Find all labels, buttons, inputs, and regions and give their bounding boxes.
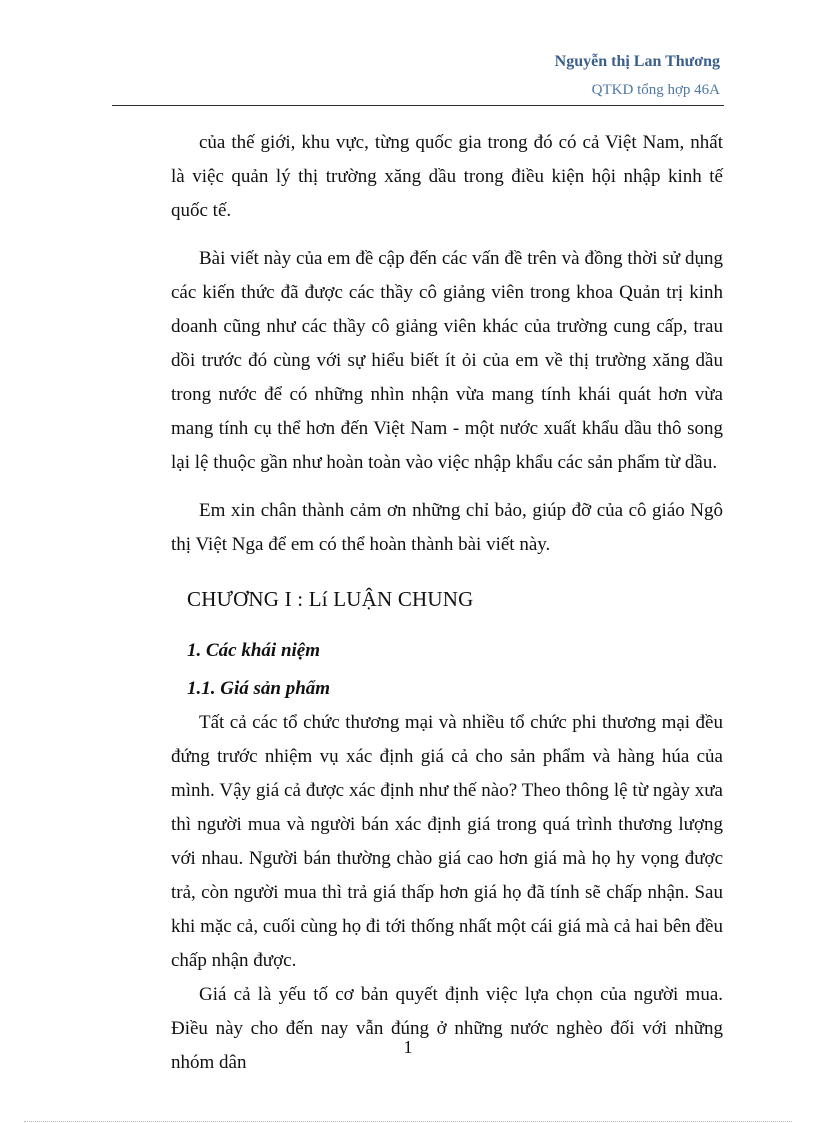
document-body bbox=[171, 126, 723, 1080]
page-bottom-border bbox=[24, 1121, 792, 1122]
section-heading-1-1: 1.1. Giá sản phẩm bbox=[187, 678, 331, 699]
body-paragraph-1: của thế giới, khu vực, từng quốc gia trong đó có cả Việt Nam, nhất là việc quản lý thị trường xăng dầu trong điều kiện hội nhập kinh tế quốc tế. bbox=[171, 132, 723, 221]
page-header bbox=[555, 48, 720, 104]
page-number: 1 bbox=[403, 1037, 413, 1057]
header-divider bbox=[112, 105, 724, 106]
course-name: QTKD tổng hợp 46A bbox=[591, 82, 720, 98]
body-paragraph-5: Giá cả là yếu tố cơ bản quyết định việc lựa chọn của người mua. Điều này cho đến nay vẫn đúng ở những nước nghèo đối với những nhóm dân bbox=[171, 984, 723, 1073]
chapter-title: CHƯƠNG I : Lí LUẬN CHUNG bbox=[187, 587, 474, 611]
body-paragraph-2: Bài viết này của em đề cập đến các vấn đề trên và đồng thời sử dụng các kiến thức đã được các thầy cô giảng viên trong khoa Quản trị kinh doanh cũng như các thầy cô giảng viên khác của trường cung cấp, trau dồi trước đó cùng với sự hiểu biết ít ỏi của em về thị trường xăng dầu trong nước để có những nhìn nhận vừa mang tính khái quát hơn vừa mang tính cụ thể hơn đến Việt Nam - một nước xuất khẩu dầu thô song lại lệ thuộc gần như hoàn toàn vào việc nhập khẩu các sản phẩm từ dầu. bbox=[171, 248, 723, 473]
section-heading-1: 1. Các khái niệm bbox=[187, 640, 321, 661]
body-paragraph-3: Em xin chân thành cảm ơn những chỉ bảo, giúp đỡ của cô giáo Ngô thị Việt Nga để em có thể hoàn thành bài viết này. bbox=[171, 500, 723, 555]
body-paragraph-4: Tất cả các tổ chức thương mại và nhiều tổ chức phi thương mại đều đứng trước nhiệm vụ xác định giá cả cho sản phẩm và hàng húa của mình. Vậy giá cả được xác định như thế nào? Theo thông lệ từ ngày xưa thì người mua và người bán xác định giá trong quá trình thương lượng với nhau. Người bán thường chào giá cao hơn giá mà họ hy vọng được trả, còn người mua thì trả giá thấp hơn giá họ đã tính sẽ chấp nhận. Sau khi mặc cả, cuối cùng họ đi tới thống nhất một cái giá mà cả hai bên đều chấp nhận được. bbox=[171, 712, 723, 971]
author-name: Nguyễn thị Lan Thương bbox=[554, 53, 720, 70]
